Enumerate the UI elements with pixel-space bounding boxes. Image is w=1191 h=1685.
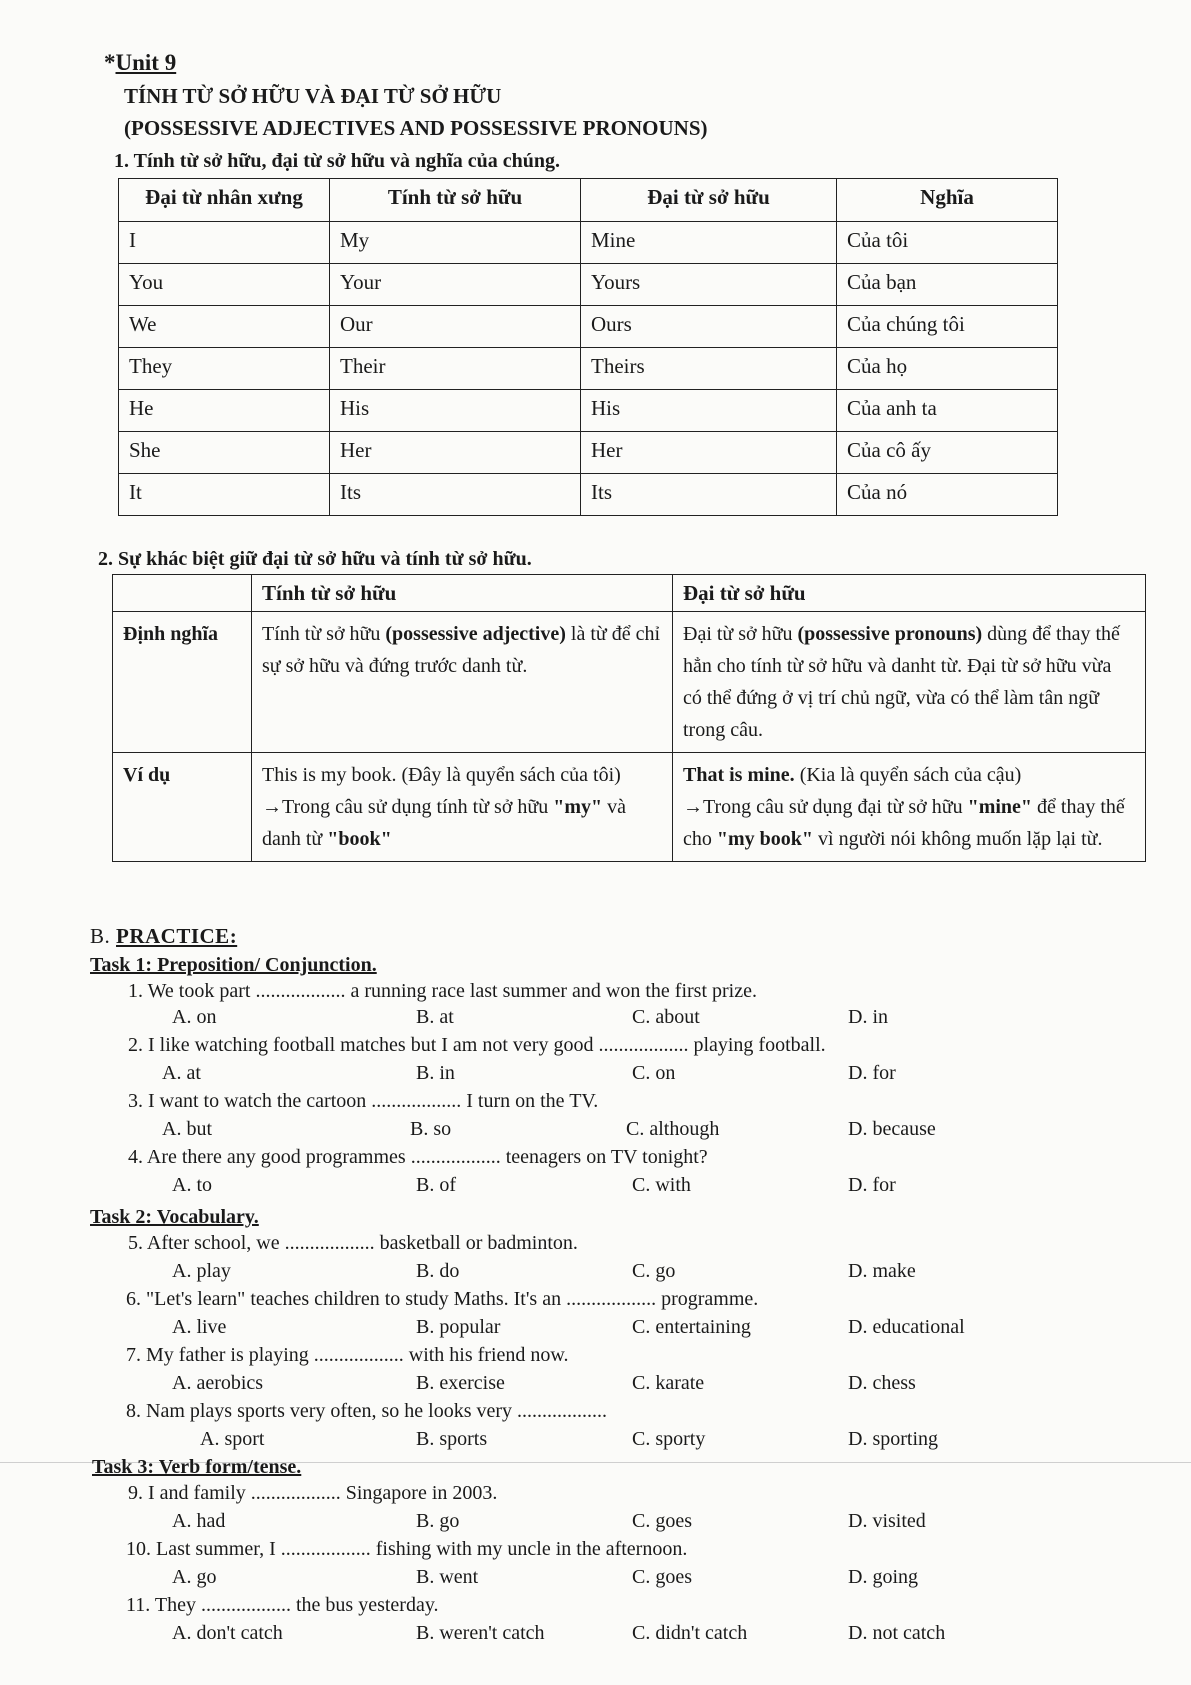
option: C. didn't catch — [632, 1622, 748, 1644]
cell-text: Đại từ sở hữu — [683, 623, 798, 645]
cell-text: That is mine. — [683, 764, 795, 786]
option: A. aerobics — [172, 1372, 264, 1394]
column-header: Nghĩa — [837, 179, 1058, 222]
option: D. visited — [848, 1510, 926, 1532]
unit-label: *Unit 9 — [104, 50, 177, 75]
option: B. sports — [416, 1428, 488, 1450]
table-cell: Của cô ấy — [837, 432, 1058, 474]
option: D. going — [848, 1566, 918, 1588]
table-cell: His — [581, 390, 837, 432]
question: 8. Nam plays sports very often, so he looks very .................. — [126, 1400, 608, 1422]
option: B. so — [410, 1118, 452, 1140]
section1-heading: 1. Tính từ sở hữu, đại từ sở hữu và nghĩa của chúng. — [114, 150, 561, 172]
corner-cell — [113, 575, 252, 612]
option: B. weren't catch — [416, 1622, 545, 1644]
comparison-table — [112, 574, 1146, 862]
option: C. sporty — [632, 1428, 706, 1450]
section2-heading: 2. Sự khác biệt giữ đại từ sở hữu và tính từ sở hữu. — [98, 548, 532, 570]
table-cell: Their — [330, 348, 581, 390]
table-cell: Our — [330, 306, 581, 348]
option: A. sport — [200, 1428, 265, 1450]
table-row — [119, 306, 1058, 348]
table-cell: I — [119, 222, 330, 264]
table-cell: Của họ — [837, 348, 1058, 390]
option: D. educational — [848, 1316, 965, 1338]
option: A. don't catch — [172, 1622, 283, 1644]
cell-text: vì người nói không muốn lặp lại từ. — [813, 828, 1103, 850]
table-row — [119, 348, 1058, 390]
option: B. went — [416, 1566, 479, 1588]
cell-text: "book" — [327, 828, 392, 850]
row-label: Định nghĩa — [113, 612, 252, 753]
title-vietnamese: TÍNH TỪ SỞ HỮU VÀ ĐẠI TỪ SỞ HỮU — [124, 84, 502, 108]
table-cell: Her — [581, 432, 837, 474]
table-header-row — [113, 575, 1146, 612]
table-cell: Của bạn — [837, 264, 1058, 306]
option: A. at — [162, 1062, 201, 1084]
cell-text: Tính từ sở hữu — [262, 623, 386, 645]
cell-text: →Trong câu sử dụng đại từ sở hữu — [683, 796, 968, 818]
task1-title: Task 1: Preposition/ Conjunction. — [90, 954, 377, 976]
table-row — [119, 474, 1058, 516]
option: A. live — [172, 1316, 227, 1338]
option: A. play — [172, 1260, 231, 1282]
column-header: Đại từ nhân xưng — [119, 179, 330, 222]
option: B. in — [416, 1062, 455, 1084]
question: 10. Last summer, I .................. fishing with my uncle in the afternoon. — [126, 1538, 688, 1560]
row-label: Ví dụ — [113, 753, 252, 862]
column-header: Tính từ sở hữu — [330, 179, 581, 222]
table-cell: Của tôi — [837, 222, 1058, 264]
table-cell: They — [119, 348, 330, 390]
cell-text: (Kia là quyển sách của cậu) — [794, 764, 1022, 786]
table-cell: Của chúng tôi — [837, 306, 1058, 348]
table-row — [119, 222, 1058, 264]
option: A. on — [172, 1006, 217, 1028]
question: 11. They .................. the bus yesterday. — [126, 1594, 439, 1616]
option: A. to — [172, 1174, 212, 1196]
cell-text: "mine" — [967, 796, 1033, 818]
option: C. entertaining — [632, 1316, 751, 1338]
table-cell: Its — [581, 474, 837, 516]
option: B. exercise — [416, 1372, 505, 1394]
question: 5. After school, we .................. basketball or badminton. — [128, 1232, 578, 1254]
option: D. because — [848, 1118, 936, 1140]
column-header: Đại từ sở hữu — [581, 179, 837, 222]
option: C. on — [632, 1062, 676, 1084]
question: 6. "Let's learn" teaches children to study Maths. It's an .................. programme. — [126, 1288, 759, 1310]
table-cell: His — [330, 390, 581, 432]
option: D. for — [848, 1174, 896, 1196]
option: C. about — [632, 1006, 700, 1028]
option: B. go — [416, 1510, 460, 1532]
table-cell: Của anh ta — [837, 390, 1058, 432]
table-cell: It — [119, 474, 330, 516]
question: 2. I like watching football matches but I am not very good .................. playing football. — [128, 1034, 826, 1056]
question: 1. We took part .................. a running race last summer and won the first prize. — [128, 980, 757, 1002]
task3-title: Task 3: Verb form/tense. — [92, 1456, 302, 1478]
cell-text: để thay thế cho — [683, 796, 1125, 850]
option: D. in — [848, 1006, 888, 1028]
option: A. had — [172, 1510, 226, 1532]
table-cell: Yours — [581, 264, 837, 306]
option: D. for — [848, 1062, 896, 1084]
cell-text: "my book" — [716, 828, 814, 850]
table-cell: Ours — [581, 306, 837, 348]
cell-text: dùng để thay thế hẳn cho tính từ sở hữu và danht từ. Đại từ sở hữu vừa có thể đứng ở vị trí chủ ngữ, vừa có thể làm tân ngữ trong câu. — [683, 623, 1120, 741]
table-cell — [252, 612, 673, 753]
option: D. chess — [848, 1372, 916, 1394]
option: B. do — [416, 1260, 460, 1282]
option: C. go — [632, 1260, 676, 1282]
cell-text: →Trong câu sử dụng tính từ sở hữu — [262, 796, 554, 818]
question: 9. I and family .................. Singapore in 2003. — [128, 1482, 498, 1504]
table-cell: She — [119, 432, 330, 474]
task2-title: Task 2: Vocabulary. — [90, 1206, 259, 1228]
cell-text: "my" — [553, 796, 603, 818]
column-header: Đại từ sở hữu — [673, 575, 1146, 612]
table-cell: Của nó — [837, 474, 1058, 516]
table-cell — [252, 753, 673, 862]
option: D. not catch — [848, 1622, 946, 1644]
table-row — [119, 432, 1058, 474]
table-cell: Her — [330, 432, 581, 474]
option: B. popular — [416, 1316, 501, 1338]
table-row — [119, 264, 1058, 306]
option: C. goes — [632, 1566, 692, 1588]
table-cell: You — [119, 264, 330, 306]
table-cell: Your — [330, 264, 581, 306]
title-english: (POSSESSIVE ADJECTIVES AND POSSESSIVE PRONOUNS) — [124, 116, 708, 140]
table-cell: Mine — [581, 222, 837, 264]
question: 4. Are there any good programmes .................. teenagers on TV tonight? — [128, 1146, 708, 1168]
option: A. go — [172, 1566, 217, 1588]
table-row — [113, 612, 1146, 753]
table-cell: We — [119, 306, 330, 348]
table-cell: Its — [330, 474, 581, 516]
option: D. sporting — [848, 1428, 938, 1450]
option: A. but — [162, 1118, 212, 1140]
option: C. although — [626, 1118, 720, 1140]
question: 3. I want to watch the cartoon .................. I turn on the TV. — [128, 1090, 599, 1112]
option: C. goes — [632, 1510, 692, 1532]
option: B. of — [416, 1174, 456, 1196]
table-row — [119, 390, 1058, 432]
option: C. karate — [632, 1372, 705, 1394]
practice-heading: B. PRACTICE: — [90, 924, 238, 948]
table-cell — [673, 612, 1146, 753]
cell-text: (possessive adjective) — [385, 623, 566, 645]
cell-text: (possessive pronouns) — [797, 623, 983, 645]
cell-text: và danh từ — [262, 796, 627, 850]
cell-text: This is my book. (Đây là quyển sách của tôi) — [262, 764, 621, 786]
option: B. at — [416, 1006, 454, 1028]
option: D. make — [848, 1260, 916, 1282]
column-header: Tính từ sở hữu — [252, 575, 673, 612]
table-cell: Theirs — [581, 348, 837, 390]
table-cell — [673, 753, 1146, 862]
table-header-row — [119, 179, 1058, 222]
cell-text: là từ để chỉ sự sở hữu và đứng trước danh từ. — [262, 623, 661, 677]
possessive-table — [118, 178, 1058, 516]
table-cell: My — [330, 222, 581, 264]
option: C. with — [632, 1174, 691, 1196]
table-row — [113, 753, 1146, 862]
table-cell: He — [119, 390, 330, 432]
question: 7. My father is playing .................. with his friend now. — [126, 1344, 569, 1366]
